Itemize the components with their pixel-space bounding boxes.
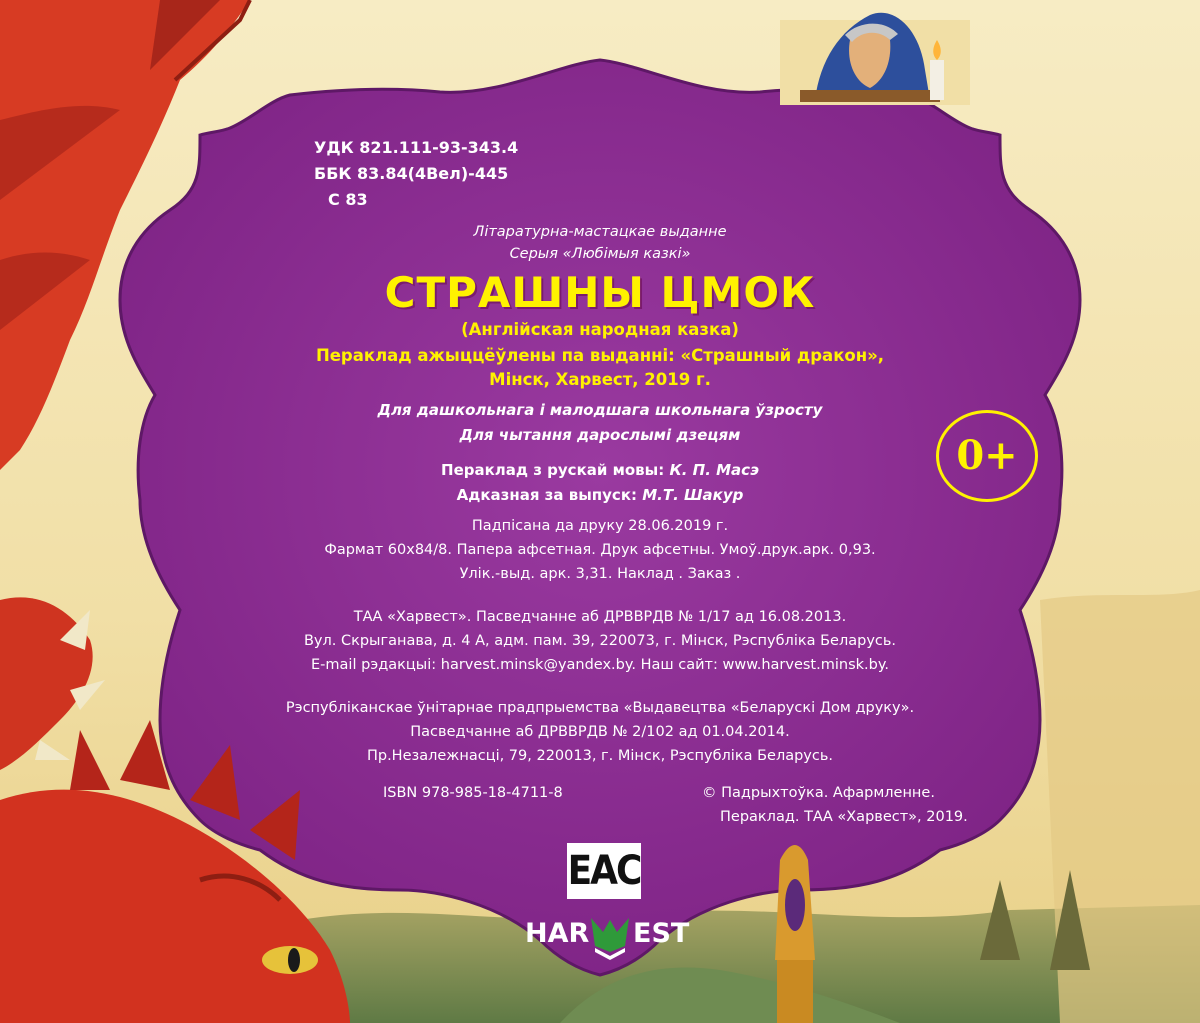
- editor-label: Адказная за выпуск:: [456, 486, 638, 504]
- book-title: СТРАШНЫ ЦМОК: [384, 268, 816, 317]
- author-code: С 83: [328, 190, 368, 209]
- translator-label: Пераклад з рускай мовы:: [441, 461, 665, 479]
- book-leaf-icon: [587, 912, 633, 960]
- publisher-line2: Вул. Скрыганава, д. 4 А, адм. пам. 39, 220073, г. Мінск, Рэспубліка Беларусь.: [303, 633, 897, 649]
- printer-line2: Пасведчанне аб ДРВВРДВ № 2/102 ад 01.04.2014.: [410, 724, 790, 740]
- wizard-illustration: [780, 13, 970, 105]
- publisher-line3: E-mail рэдакцыі: harvest.minsk@yandex.by. Наш сайт: www.harvest.minsk.by.: [311, 657, 889, 673]
- editor-name: М.Т. Шакур: [642, 486, 744, 504]
- print-format: Фармат 60х84/8. Папера афсетная. Друк афсетны. Умоў.друк.арк. 0,93.: [324, 542, 876, 558]
- copyright-line2: Пераклад. ТАА «Харвест», 2019.: [720, 809, 968, 825]
- edition-type: Літаратурна-мастацкае выданне: [473, 224, 727, 240]
- audience-line1: Для дашкольнага і малодшага школьнага ўзросту: [377, 401, 823, 419]
- udk-code: УДК 821.111-93-343.4: [314, 138, 519, 157]
- bbk-code: ББК 83.84(4Вел)-445: [314, 164, 509, 183]
- print-sheets: Улік.-выд. арк. 3,31. Наклад . Заказ .: [459, 566, 741, 582]
- signed-date: Падпісана да друку 28.06.2019 г.: [471, 518, 729, 534]
- translation-source-line1: Пераклад ажыццёўлены па выданні: «Страшный дракон»,: [315, 346, 885, 365]
- printer-line1: Рэспубліканскае ўнітарнае прадпрыемства «Выдавецтва «Беларускі Дом друку».: [285, 700, 915, 716]
- translator-name: К. П. Масэ: [669, 461, 759, 479]
- logo-text-left: HAR: [525, 918, 590, 949]
- age-rating-badge: 0+: [936, 410, 1038, 502]
- series-name: Серыя «Любімыя казкі»: [509, 246, 691, 262]
- logo-text-right: EST: [633, 918, 690, 949]
- publisher-line1: ТАА «Харвест». Пасведчанне аб ДРВВРДВ № 1/17 ад 16.08.2013.: [353, 609, 847, 625]
- copyright-line1: © Падрыхтоўка. Афармленне.: [702, 785, 935, 801]
- audience-line2: Для чытання дарослымі дзецям: [459, 426, 741, 444]
- translation-source-line2: Мінск, Харвест, 2019 г.: [489, 370, 711, 389]
- printer-line3: Пр.Незалежнасці, 79, 220013, г. Мінск, Рэспубліка Беларусь.: [366, 748, 834, 764]
- book-subtitle: (Англійская народная казка): [461, 320, 739, 339]
- isbn: ISBN 978-985-18-4711-8: [383, 785, 563, 801]
- eac-mark: EAC: [567, 843, 641, 899]
- catalog-codes: [314, 135, 518, 213]
- harvest-logo: [525, 912, 705, 962]
